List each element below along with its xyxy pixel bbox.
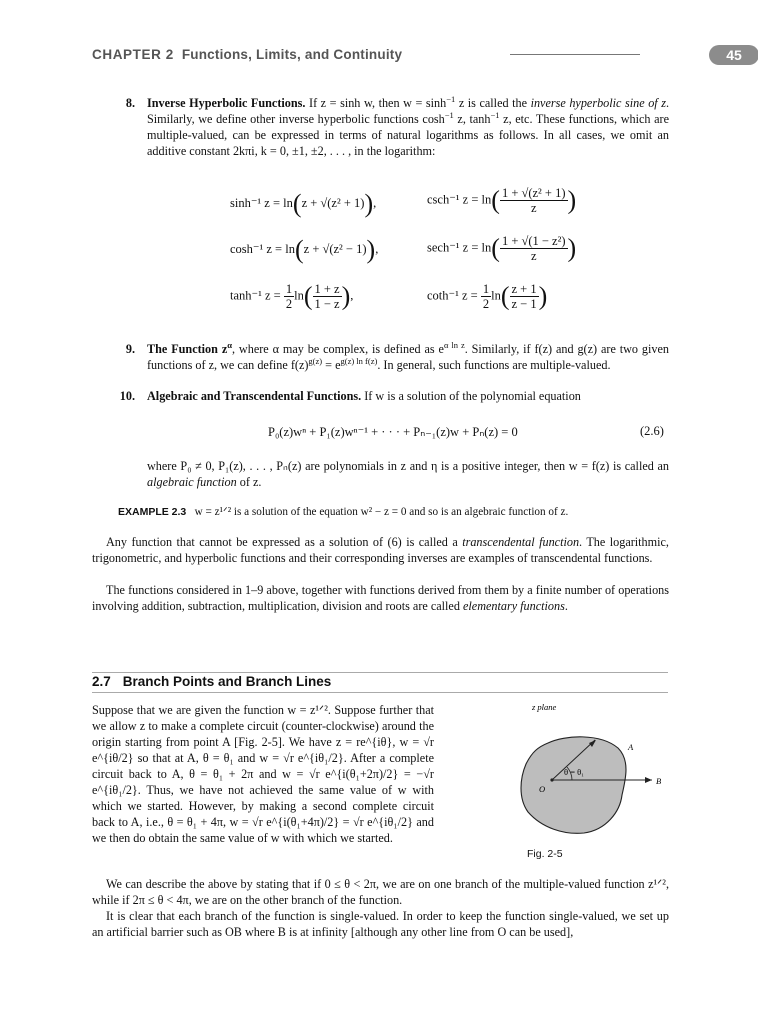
figure-2-5 (480, 700, 670, 870)
paragraph-transcendental: Any function that cannot be expressed as a solution of (6) is called a transcendental function. The logarithmic, trigonometric, and hyperbolic functions and their corresponding inverses are examples of transcendental functions. (92, 535, 669, 565)
item-8-number: 8. (125, 96, 135, 110)
item-8-text: Inverse Hyperbolic Functions. If z = sinh w, then $w = \sinh^{-1} z$ is called the inverse hyperbolic sine of z. Similarly, we define other inverse hyperbolic functions $\cosh^{-1} z$, $\tanh^{-1} z$, etc. These functions, which are multiple-valued, can be expressed in terms of natural logarithms as follows. In all cases, we omit an additive constant 2kπi, k = 0, ±1, ±2, . . . , in the logarithm: (147, 93, 670, 158)
section-title: Branch Points and Branch Lines (122, 674, 332, 689)
item-9-heading: The Function $z^\alpha$ (147, 339, 232, 356)
angle-label: θ = θ₁ (564, 767, 585, 777)
example-label: EXAMPLE 2.3 (118, 506, 187, 518)
example-text: w = z¹ᐟ² is a solution of the equation w² − z = 0 and so is an algebraic function of z. (194, 506, 569, 518)
section-rule-bottom (92, 692, 668, 693)
chapter-title: Functions, Limits, and Continuity (181, 47, 403, 62)
item-9-text: The Function $z^\alpha$, where α may be complex, is defined as $e^{\alpha ln z}$. Similarly, if f(z) and g(z) are two given functions of z, we can define $f(z)^{g(z)} = e^{g(z) ln f(z)}$. In general, such functions are multiple-valued. (147, 339, 669, 372)
example-2-3 (118, 504, 678, 520)
section-number: 2.7 (92, 674, 111, 689)
formula-arctanh: tanh⁻¹ z = $\frac{1}{2}$ ln( $\frac{1 + z}{1 - z}$ ), (230, 281, 354, 311)
closed-curve (521, 737, 626, 833)
running-header (92, 45, 742, 67)
item-10-continuation: where P₀ ≠ 0, P₁(z), . . . , Pₙ(z) are polynomials in z and η is a positive integer, then w = f(z) is called an algebraic function of z. (147, 459, 669, 489)
paragraph-elementary: The functions considered in 1–9 above, together with functions derived from them by a finite number of operations involving addition, subtraction, multiplication, division and roots are called elementary functions. (92, 583, 669, 613)
item-10-number: 10. (119, 389, 135, 403)
figure-caption: Fig. 2-5 (527, 848, 563, 860)
item-8-heading: Inverse Hyperbolic Functions. (147, 96, 306, 110)
b-arrowhead (645, 777, 652, 783)
item-10-text: Algebraic and Transcendental Functions. If w is a solution of the polynomial equation (147, 389, 581, 403)
point-b-label: B (656, 776, 662, 786)
formula-arcsinh: sinh⁻¹ z = ln(z + √(z² + 1)), (230, 189, 377, 219)
formula-arccoth: coth⁻¹ z = $\frac{1}{2}$ ln( $\frac{z + 1}{z - 1}$ ) (427, 281, 548, 311)
origin-point (550, 778, 553, 781)
section-heading (92, 674, 331, 689)
item-10-heading: Algebraic and Transcendental Functions. (147, 389, 362, 403)
page-number: 45 (709, 45, 758, 65)
point-a-label: A (628, 742, 634, 752)
formula-arccosh: cosh⁻¹ z = ln(z + √(z² − 1)), (230, 235, 379, 265)
chapter-label: CHAPTER 2 (92, 47, 174, 62)
branch-paragraph-1: Suppose that we are given the function w = z¹ᐟ². Suppose further that we allow z to make a complete circuit (counter-clockwise) around the origin starting from point A [Fig. 2-5]. We have z = re^{iθ}, w = √r e^{iθ/2} so that at A, θ = θ₁ and w = √r e^{iθ₁/2}. After a complete circuit back to A, θ = θ₁ + 2π and w = √r e^{i(θ₁+2π)/2} = −√r e^{iθ₁/2}. Thus, we have not achieved the same value of w with which we started. However, by making a second complete circuit back to A, i.e., θ = θ₁ + 4π, w = √r e^{i(θ₁+4π)/2} = √r e^{iθ₁/2} and we then do obtain the same value of w with which we started. (92, 703, 434, 845)
equation-label: (2.6) (640, 424, 664, 438)
polynomial-equation: P₀(z)wⁿ + P₁(z)wⁿ⁻¹ + · · · + Pₙ₋₁(z)w + Pₙ(z) = 0 (268, 425, 518, 439)
section-rule-top (92, 672, 668, 673)
header-rule (510, 54, 640, 55)
branch-paragraph-3: It is clear that each branch of the function is single-valued. In order to keep the function single-valued, we set up an artificial barrier such as OB where B is at infinity [although any other line from O can be used], (92, 909, 669, 939)
branch-paragraph-2: We can describe the above by stating that if 0 ≤ θ < 2π, we are on one branch of the multiple-valued function z¹ᐟ², while if 2π ≤ θ < 4π, we are on the other branch of the function. (92, 877, 669, 907)
header-title (92, 47, 402, 62)
origin-label: O (539, 784, 546, 794)
formula-arccsch: csch⁻¹ z = ln( $\frac{\text{1 + √(z² + 1)}}{z}$ ) (427, 185, 577, 215)
item-9-number: 9. (125, 342, 135, 356)
formula-arcsech: sech⁻¹ z = ln( $\frac{\text{1 + √(1 − z²)}}{z}$ ) (427, 233, 577, 263)
z-plane-label: z plane (532, 702, 557, 712)
